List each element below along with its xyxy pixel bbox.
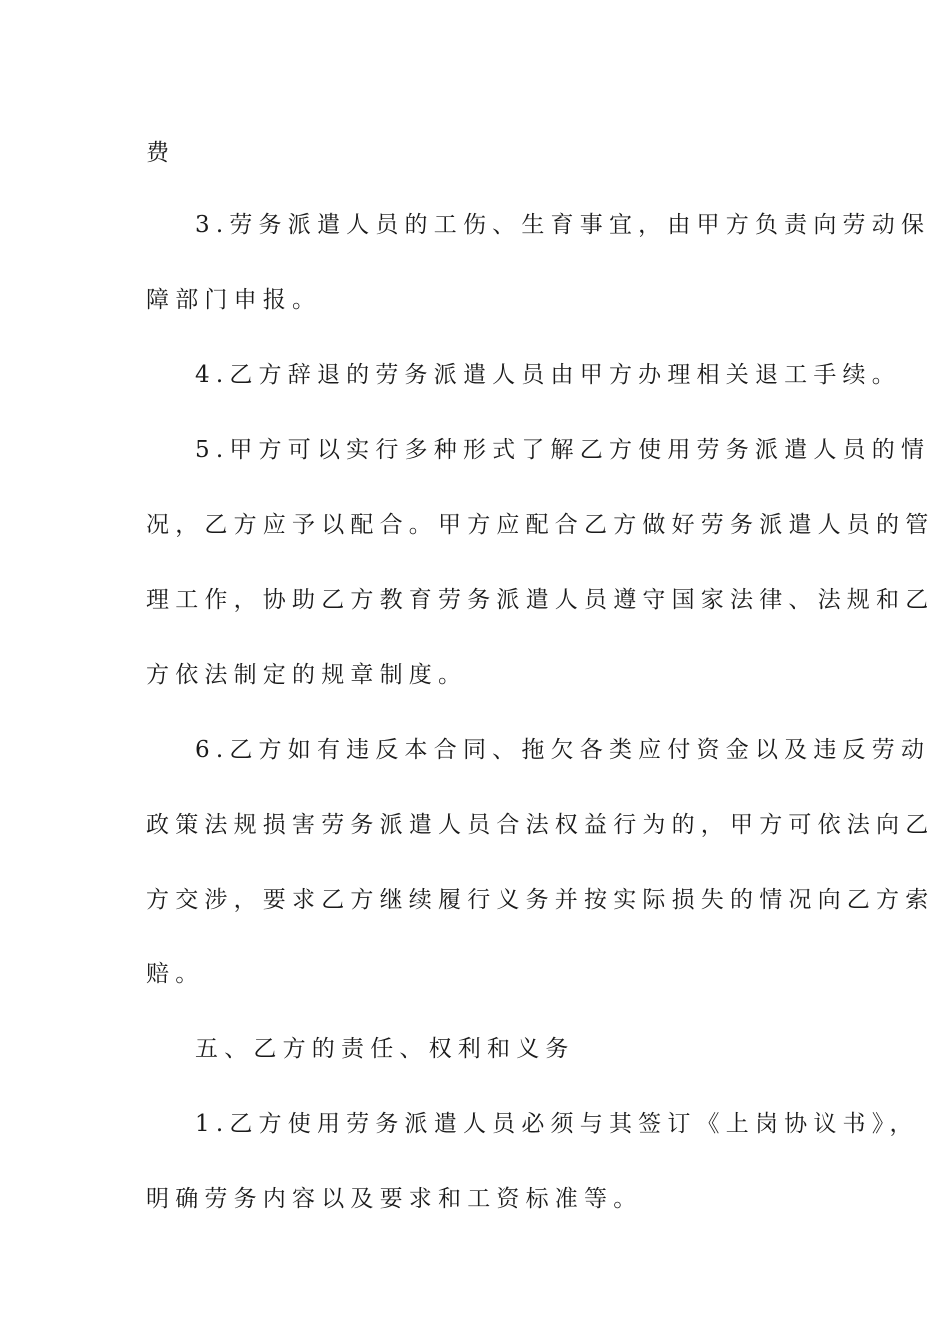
paragraph-section5-item-1-line-2: 明确劳务内容以及要求和工资标准等。	[146, 1186, 643, 1212]
paragraph-item-3-line-1: 3.劳务派遣人员的工伤、生育事宜，由甲方负责向劳动保	[195, 212, 931, 238]
paragraph-item-5-line-4: 方依法制定的规章制度。	[146, 662, 468, 688]
paragraph-item-6-line-3: 方交涉，要求乙方继续履行义务并按实际损失的情况向乙方索	[146, 887, 935, 913]
section-heading-5: 五、乙方的责任、权利和义务	[195, 1036, 575, 1062]
text-line-continuation: 费	[146, 140, 176, 166]
paragraph-item-6-line-1: 6.乙方如有违反本合同、拖欠各类应付资金以及违反劳动	[195, 737, 931, 763]
paragraph-item-5-line-2: 况，乙方应予以配合。甲方应配合乙方做好劳务派遣人员的管	[146, 512, 935, 538]
paragraph-item-6-line-2: 政策法规损害劳务派遣人员合法权益行为的，甲方可依法向乙	[146, 812, 935, 838]
paragraph-section5-item-1-line-1: 1.乙方使用劳务派遣人员必须与其签订《上岗协议书》，	[195, 1111, 919, 1137]
paragraph-item-6-line-4: 赔。	[146, 961, 205, 987]
paragraph-item-4: 4.乙方辞退的劳务派遣人员由甲方办理相关退工手续。	[195, 362, 901, 388]
paragraph-item-3-line-2: 障部门申报。	[146, 287, 322, 313]
paragraph-item-5-line-3: 理工作，协助乙方教育劳务派遣人员遵守国家法律、法规和乙	[146, 587, 935, 613]
paragraph-item-5-line-1: 5.甲方可以实行多种形式了解乙方使用劳务派遣人员的情	[195, 437, 931, 463]
